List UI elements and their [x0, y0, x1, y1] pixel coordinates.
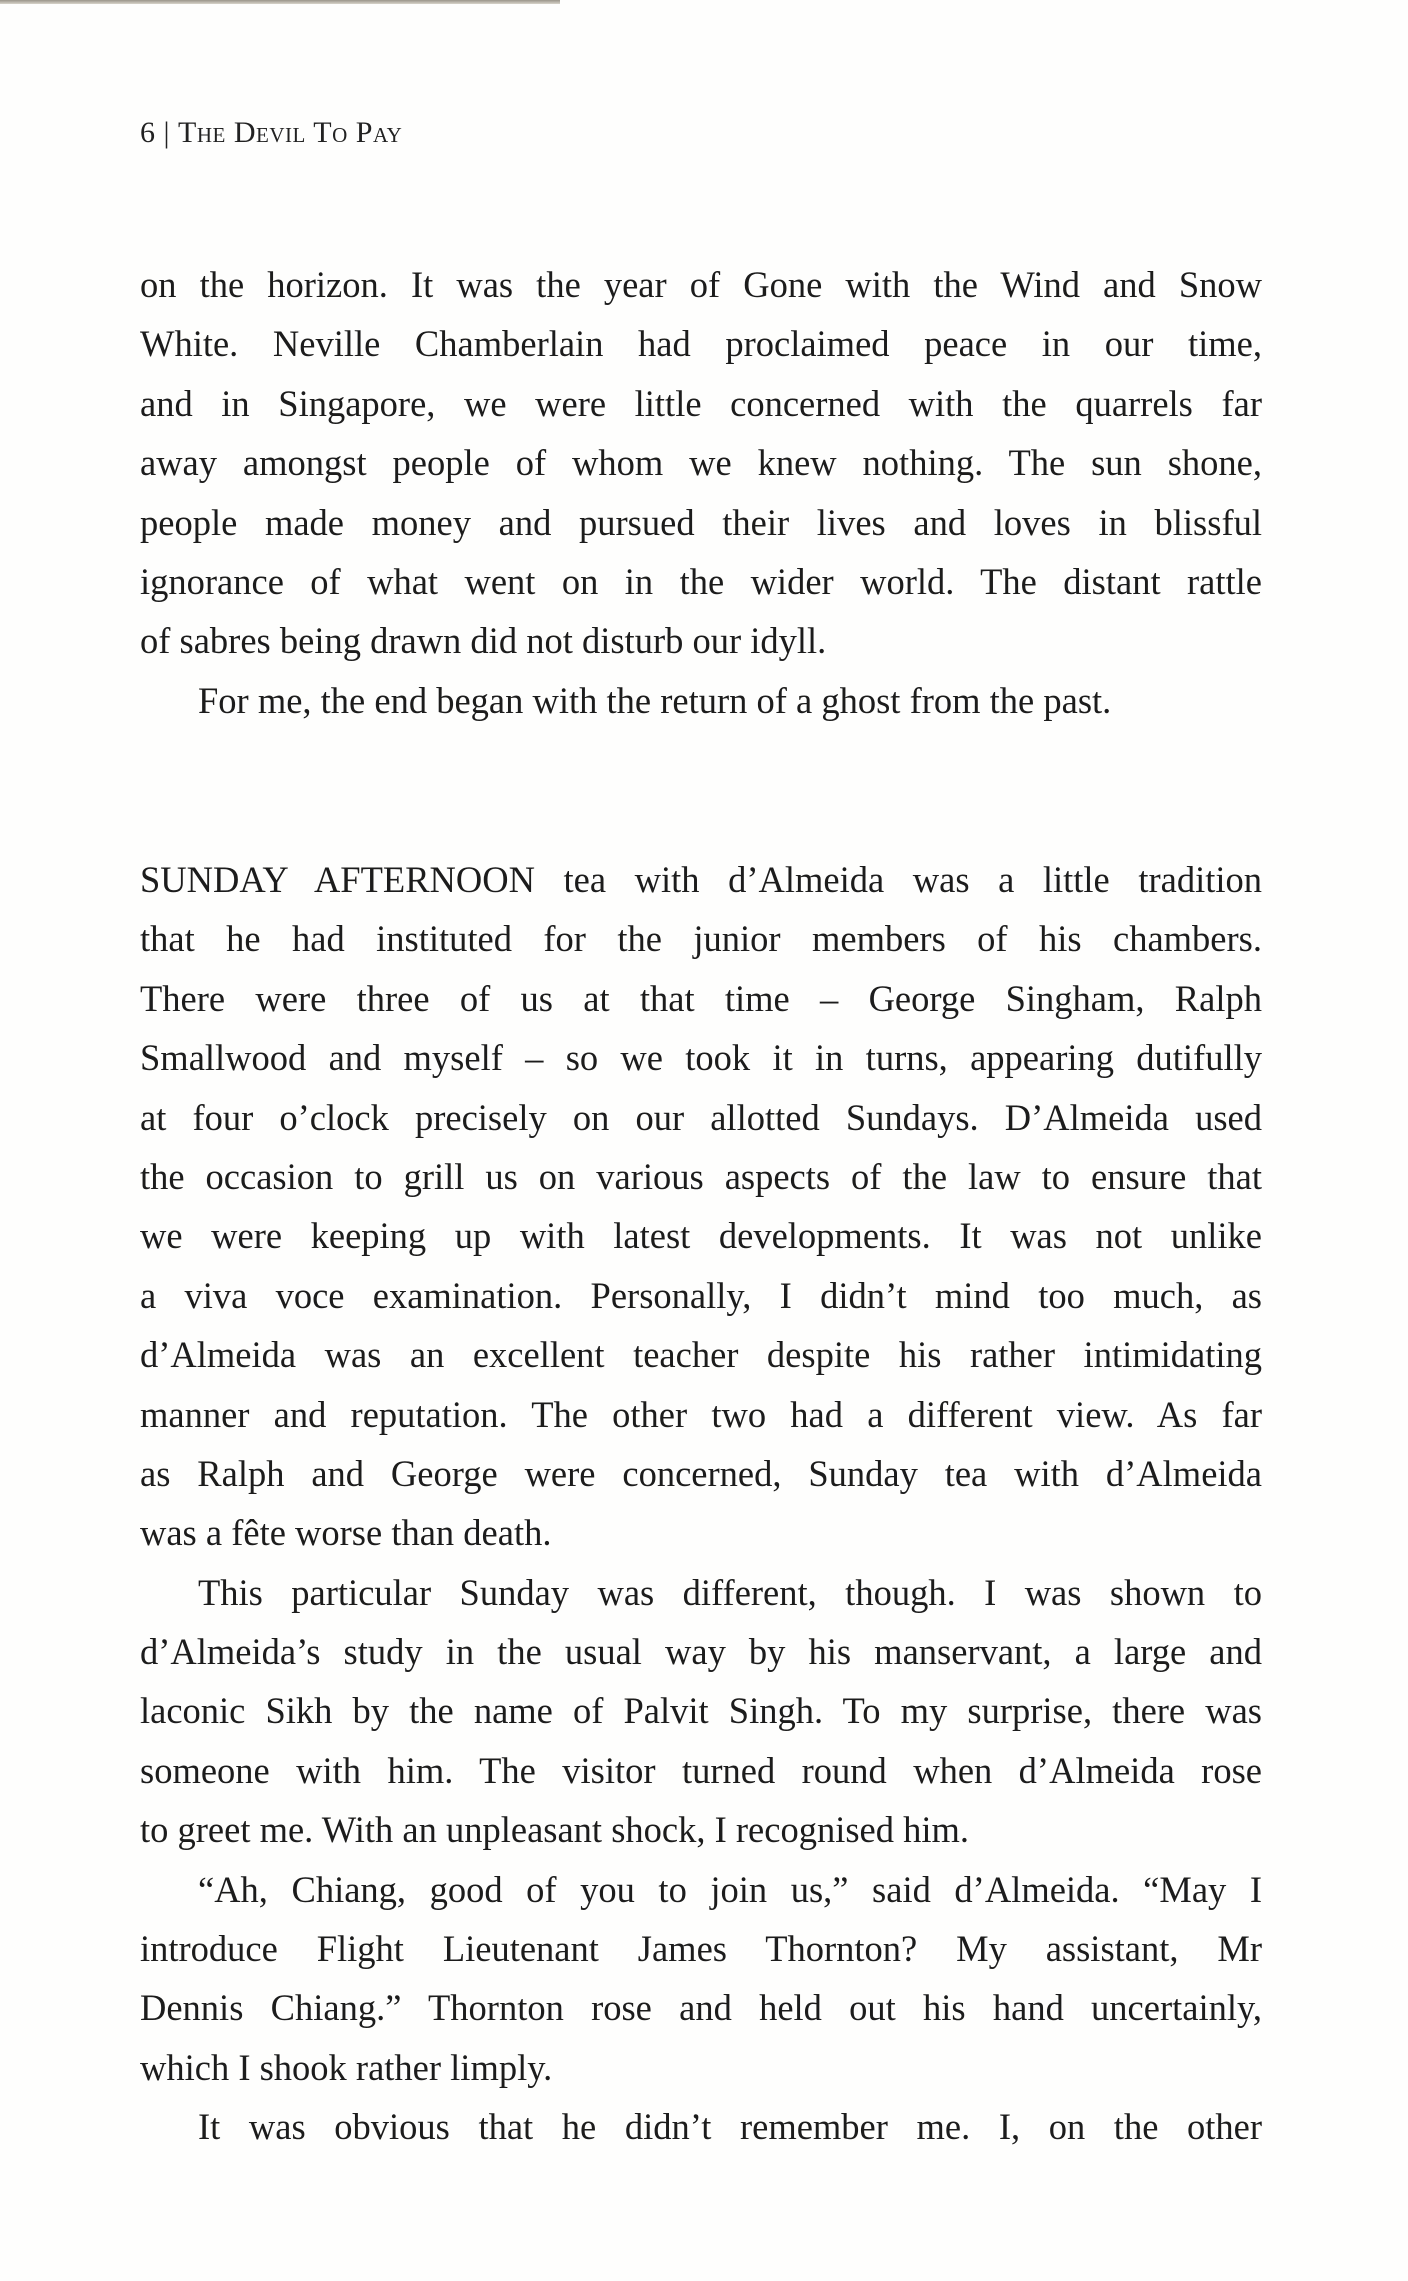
text-line: It was obvious that he didn’t remember me. I, on the other — [198, 2106, 1262, 2148]
book-title: The Devil To Pay — [178, 116, 403, 149]
text-line: on the horizon. It was the year of Gone with the Wind and Snow — [140, 264, 1262, 305]
running-header — [140, 116, 402, 150]
text-line: d’Almeida’s study in the usual way by his manservant, a large and — [140, 1631, 1262, 1673]
text-line: and in Singapore, we were little concerned with the quarrels far — [140, 382, 1262, 424]
text-section-1 — [140, 255, 1262, 730]
text-line: laconic Sikh by the name of Palvit Singh. To my surprise, there was — [140, 1690, 1262, 1732]
text-line: was a fête worse than death. — [140, 1512, 552, 1554]
text-line: SUNDAY AFTERNOON tea with d’Almeida was a little tradition — [140, 859, 1262, 900]
text-line: a viva voce examination. Personally, I didn’t mind too much, as — [140, 1274, 1262, 1316]
page-top-edge — [0, 0, 560, 4]
text-line: manner and reputation. The other two had a different view. As far — [140, 1393, 1262, 1435]
text-line: White. Neville Chamberlain had proclaimed peace in our time, — [140, 323, 1262, 365]
text-line: There were three of us at that time – George Singham, Ralph — [140, 977, 1262, 1019]
header-separator: | — [163, 116, 171, 149]
text-line: “Ah, Chiang, good of you to join us,” said d’Almeida. “May I — [198, 1868, 1262, 1910]
text-line: of sabres being drawn did not disturb our idyll. — [140, 620, 827, 662]
text-line: Smallwood and myself – so we took it in turns, appearing dutifully — [140, 1037, 1262, 1079]
text-line: introduce Flight Lieutenant James Thornton? My assistant, Mr — [140, 1928, 1262, 1970]
text-line: someone with him. The visitor turned round when d’Almeida rose — [140, 1749, 1262, 1791]
text-line: Dennis Chiang.” Thornton rose and held out his hand uncertainly, — [140, 1987, 1262, 2029]
text-line: to greet me. With an unpleasant shock, I recognised him. — [140, 1809, 970, 1851]
text-line: the occasion to grill us on various aspects of the law to ensure that — [140, 1155, 1262, 1197]
text-line: ignorance of what went on in the wider world. The distant rattle — [140, 560, 1262, 602]
text-line: For me, the end began with the return of a ghost from the past. — [198, 679, 1112, 721]
text-section-2 — [140, 850, 1262, 2157]
text-line: d’Almeida was an excellent teacher despite his rather intimidating — [140, 1334, 1262, 1376]
text-line: This particular Sunday was different, though. I was shown to — [198, 1571, 1262, 1613]
page-number: 6 — [140, 116, 156, 149]
text-line: that he had instituted for the junior members of his chambers. — [140, 918, 1262, 960]
text-line: away amongst people of whom we knew nothing. The sun shone, — [140, 442, 1262, 484]
text-line: people made money and pursued their lives and loves in blissful — [140, 501, 1262, 543]
text-line: at four o’clock precisely on our allotted Sundays. D’Almeida used — [140, 1096, 1262, 1138]
text-line: which I shook rather limply. — [140, 2046, 553, 2088]
text-line: as Ralph and George were concerned, Sunday tea with d’Almeida — [140, 1452, 1262, 1494]
text-line: we were keeping up with latest developments. It was not unlike — [140, 1215, 1262, 1257]
